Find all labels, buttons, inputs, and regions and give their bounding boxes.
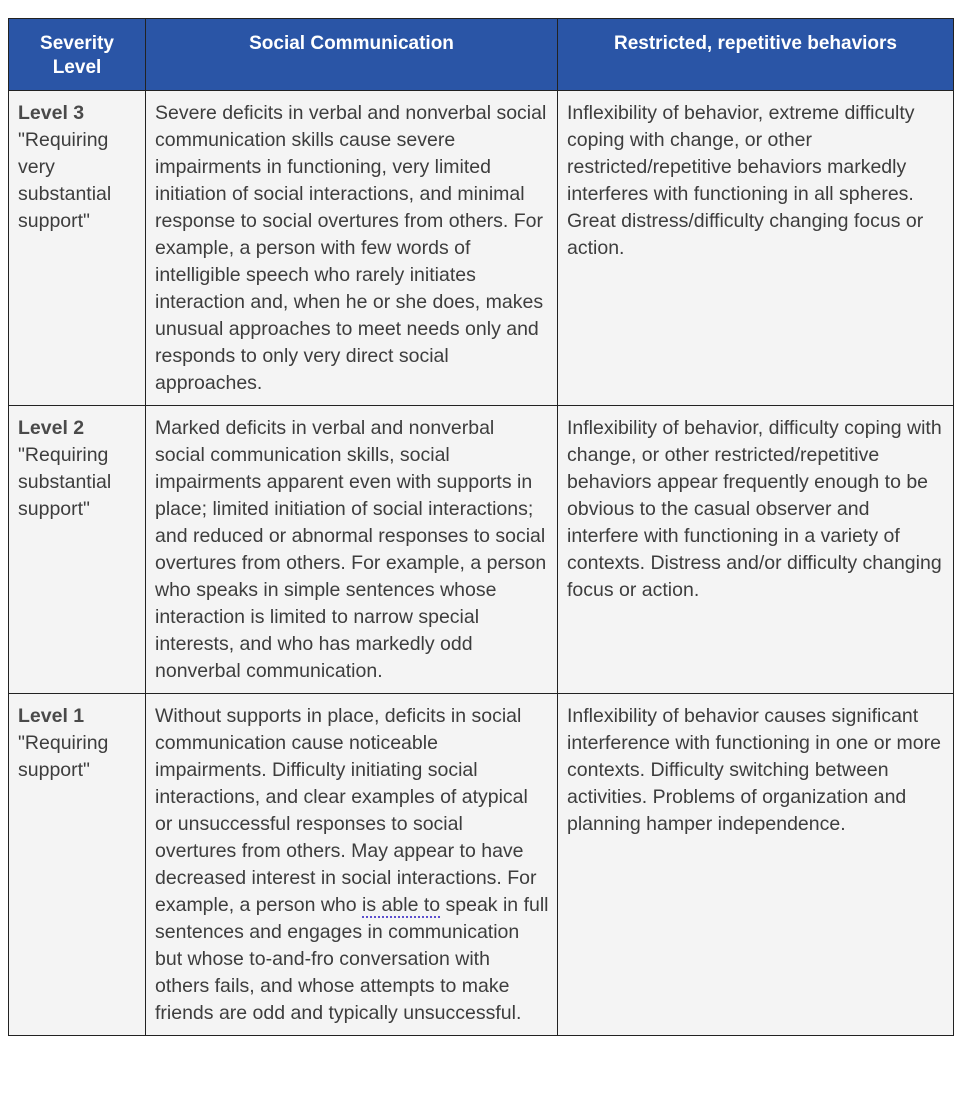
restricted-behaviors-cell: Inflexibility of behavior, difficulty coping with change, or other restricted/repetitive behaviors appear frequently enough to be obvious to the casual observer and interfere with functioning in a variety of contexts. Distress and/or difficulty changing focus or action. [558,406,954,694]
level-label: Level 1 [18,705,85,727]
header-restricted-behaviors: Restricted, repetitive behaviors [558,19,954,91]
level-label: Level 3 [18,102,85,124]
severity-levels-table [8,18,954,1036]
header-row [9,19,954,91]
severity-cell [9,406,146,694]
social-text-end: speak in full sentences and engages in communication but whose to-and-fro conversation with others fails, and whose attempts to make friends are odd and typically unsuccessful. [155,894,549,1024]
social-text-start: Without supports in place, deficits in social communication cause noticeable impairments. Difficulty initiating social interactions, and clear examples of atypical or unsuccessful responses to social overtures from others. May appear to have decreased interest in social interactions. For example, a person who [155,705,537,916]
social-communication-cell [146,694,558,1036]
severity-cell [9,694,146,1036]
restricted-behaviors-cell: Inflexibility of behavior causes significant interference with functioning in one or more contexts. Difficulty switching between activities. Problems of organization and planning hamper independence. [558,694,954,1036]
social-communication-cell: Severe deficits in verbal and nonverbal social communication skills cause severe impairments in functioning, very limited initiation of social interactions, and minimal response to social overtures from others. For example, a person with few words of intelligible speech who rarely initiates interaction and, when he or she does, makes unusual approaches to meet needs only and responds to only very direct social approaches. [146,91,558,406]
table-row-level-3 [9,91,954,406]
table-row-level-1 [9,694,954,1036]
support-label: "Requiring very substantial support" [18,129,112,232]
header-severity-level: Severity Level [9,19,146,91]
definition-link[interactable]: is able to [362,894,441,916]
support-label: "Requiring support" [18,732,109,781]
header-social-communication: Social Communication [146,19,558,91]
support-label: "Requiring substantial support" [18,444,112,520]
restricted-behaviors-cell: Inflexibility of behavior, extreme difficulty coping with change, or other restricted/repetitive behaviors markedly interferes with functioning in all spheres. Great distress/difficulty changing focus or action. [558,91,954,406]
level-label: Level 2 [18,417,85,439]
severity-cell [9,91,146,406]
social-communication-cell: Marked deficits in verbal and nonverbal social communication skills, social impairments apparent even with supports in place; limited initiation of social interactions; and reduced or abnormal responses to social overtures from others. For example, a person who speaks in simple sentences whose interaction is limited to narrow special interests, and who has markedly odd nonverbal communication. [146,406,558,694]
table-row-level-2 [9,406,954,694]
